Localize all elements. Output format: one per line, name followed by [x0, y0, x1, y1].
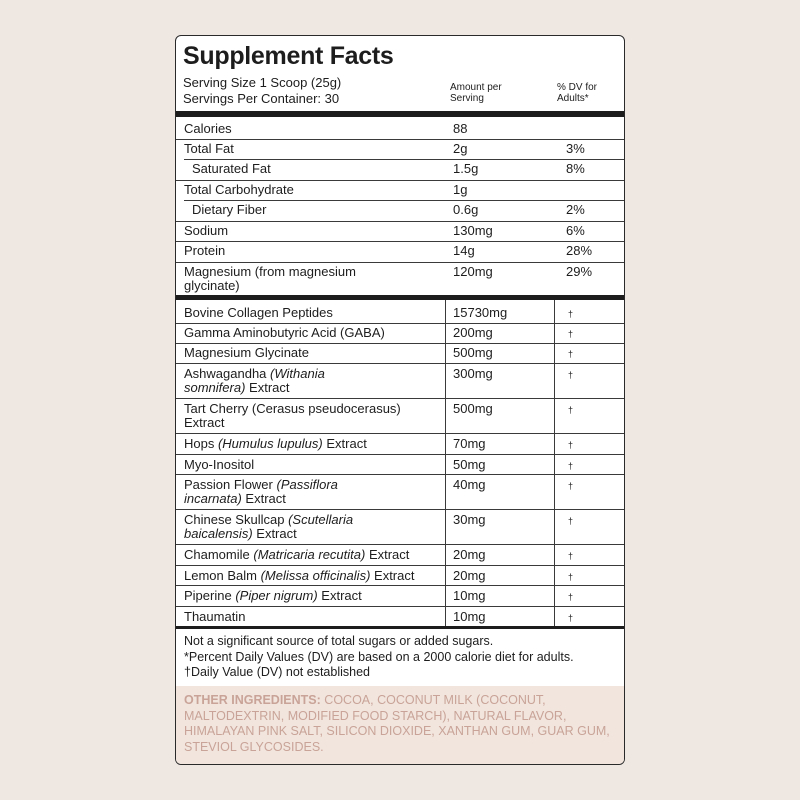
- servings-per-container: Servings Per Container: 30: [183, 91, 340, 106]
- serving-size: Serving Size 1 Scoop (25g): [183, 75, 342, 90]
- footnote-dv: *Percent Daily Values (DV) are based on a 2000 calorie diet for adults.: [184, 650, 574, 664]
- other-ingredients-text: COCOA, COCONUT MILK (COCONUT, MALTODEXTRIN, MODIFIED FOOD STARCH), NATURAL FLAVOR, HIMALAYAN PINK SALT, SILICON DIOXIDE, XANTHAN GUM, GUAR GUM, STEVIOL GLYCOSIDES.: [184, 693, 610, 754]
- dv-header: % DV for Adults*: [557, 82, 598, 104]
- supplement-facts-panel: Supplement Facts Serving Size 1 Scoop (25g) Servings Per Container: 30 Amount per Serving % DV for Adults* Calories 88 Total Fat 2g 3% Saturated Fat 1.5g 8% Total Carbohydrate 1g Dietary Fiber 0.6g 2% Sodium 130mg 6% Protein 14g 28% Magnesium (from magnesium glycinate) 120mg 29% Bovine Collagen Peptides 15730mg † Gamma Aminobutyric Acid (GABA) 200mg † Magnesium Glycinate 500mg † Ashwagandha (Withania somnifera) Extract 300mg † Tart Cherry (Cerasus pseudocerasus) Extract 500mg † Hops (Humulus lupulus) Extract 70mg † Myo-Inositol 50mg † Passion Flower (Passiflora incarnata) Extract 40mg † Chinese Skullcap (Scutellaria baicalensis) Extract 30mg † Chamomile (Matricaria recutita) Extract 20mg † Lemon Balm (Melissa officinalis) Extract 20mg † Piperine (Piper nigrum) Extract 10mg † Thaumatin 10mg † Not a significant source of total sugars or added sugars. *Percent Daily Values (DV) are based on a 2000 calorie diet for adults. †Daily Value (DV) not established OTHER INGREDIENTS: COCOA, COCONUT MILK (COCONUT, MALTODEXTRIN, MODIFIED FOOD STARCH), NATURAL FLAVOR, HIMALAYAN PINK SALT, SILICON DIOXIDE, XANTHAN GUM, GUAR GUM, STEVIOL GLYCOSIDES.: [175, 35, 625, 765]
- thick-divider: [176, 295, 624, 300]
- other-ingredients-label: OTHER INGREDIENTS:: [184, 693, 321, 707]
- footnote-dagger: †Daily Value (DV) not established: [184, 665, 370, 679]
- amount-header: Amount per Serving: [450, 82, 502, 104]
- panel-title: Supplement Facts: [183, 42, 394, 70]
- thick-divider: [176, 111, 624, 117]
- column-divider: [445, 300, 446, 626]
- column-divider: [554, 300, 555, 626]
- footnote-sugars: Not a significant source of total sugars or added sugars.: [184, 634, 494, 648]
- thick-divider: [176, 626, 624, 629]
- other-ingredients: [176, 686, 624, 764]
